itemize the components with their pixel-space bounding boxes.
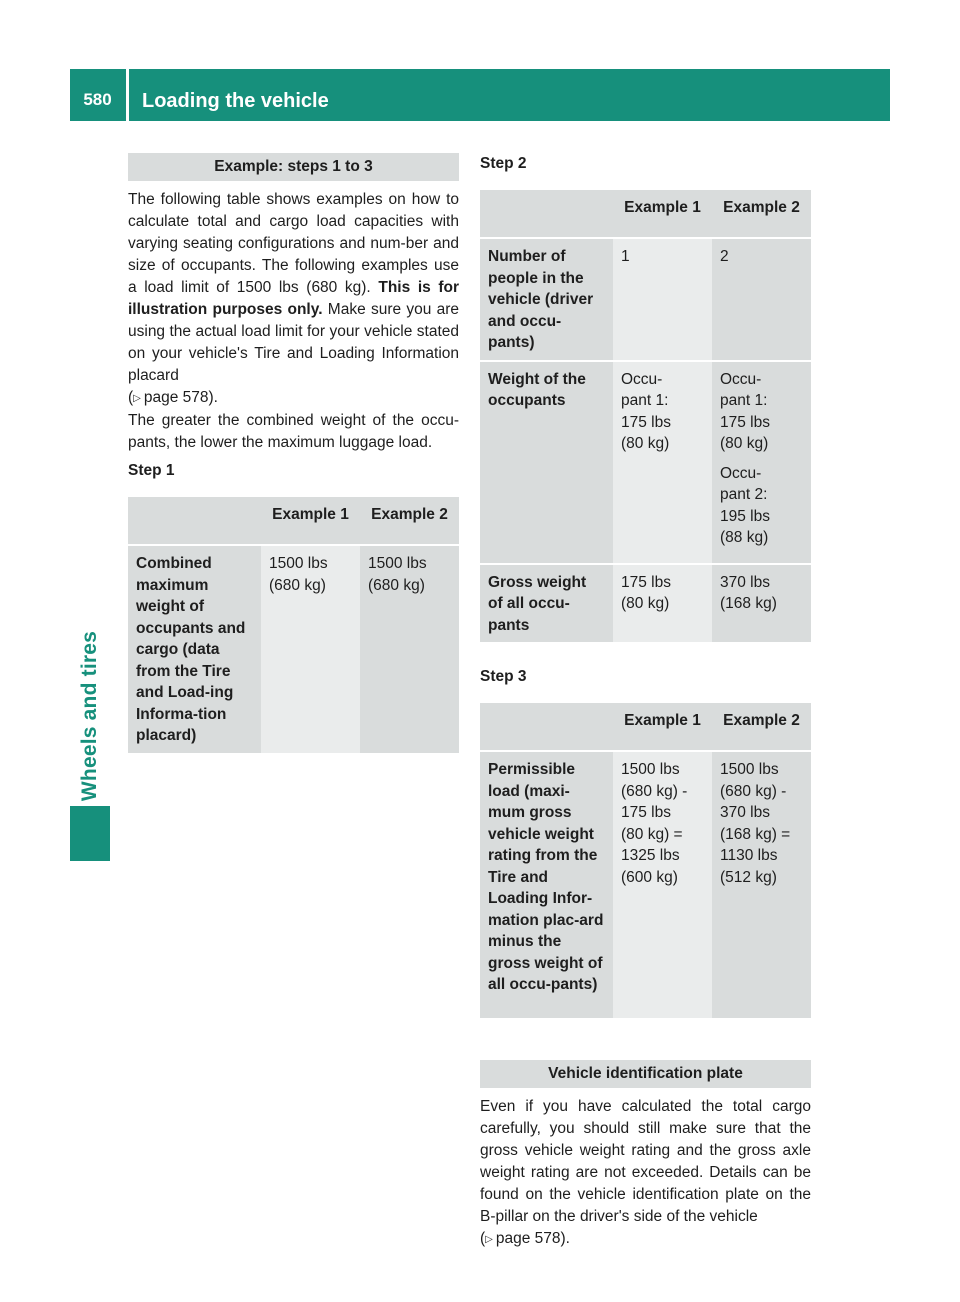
chapter-tab-label: Wheels and tires [78, 630, 101, 801]
page-title: Loading the vehicle [142, 90, 329, 112]
step-2-table [480, 190, 811, 644]
row-label: Weight of the occupants [480, 361, 613, 564]
section-heading-example-steps: Example: steps 1 to 3 [128, 153, 459, 181]
row-label: Gross weight of all occu-pants [480, 564, 613, 644]
example-2-value: 370 lbs (168 kg) [712, 564, 811, 644]
vehicle-id-paragraph: Even if you have calculated the total cargo carefully, you should still make sure that the gross vehicle weight rating and the gross axle weight rating are not exceeded. Details can be found on the vehicle identification plate on the B-pillar on the driver's side of the vehicle (▷ page 578). [480, 1098, 811, 1247]
table-corner-cell [480, 190, 613, 238]
step-2-label: Step 2 [480, 155, 527, 172]
left-column [128, 153, 459, 755]
row-label: Permissible load (maxi-mum gross vehicle weight rating from the Tire and Loading Infor-mation plac-ard minus the gross weight of all occu-pants) [480, 751, 613, 1019]
header-divider [126, 69, 129, 121]
step-1-label: Step 1 [128, 462, 175, 479]
section-heading-vehicle-id-plate: Vehicle identification plate [480, 1060, 811, 1088]
chapter-tab-marker [70, 806, 110, 861]
example-1-value: 1 [613, 238, 712, 361]
table-row [480, 564, 811, 644]
example-1-value: 1500 lbs (680 kg) [261, 545, 360, 754]
page-ref-arrow-icon: ▷ [133, 393, 141, 404]
example-1-value: 175 lbs (80 kg) [613, 564, 712, 644]
page-header [70, 69, 890, 121]
table-row [128, 545, 459, 754]
example-2-value: 1500 lbs (680 kg) - 370 lbs (168 kg) = 1130 lbs (512 kg) [712, 751, 811, 1019]
vehicle-id-plate-section [480, 1060, 811, 1251]
page-reference-link[interactable]: page 578). [143, 389, 218, 406]
table-corner-cell [128, 497, 261, 545]
row-label: Number of people in the vehicle (driver and occu-pants) [480, 238, 613, 361]
example-1-value: 1500 lbs (680 kg) - 175 lbs (80 kg) = 1325 lbs (600 kg) [613, 751, 712, 1019]
row-label: Combined maximum weight of occupants and cargo (data from the Tire and Load-ing Informa-tion placard) [128, 545, 261, 754]
column-header-example-1: Example 1 [613, 190, 712, 238]
table-row [480, 361, 811, 564]
table-corner-cell [480, 703, 613, 751]
step-3-table [480, 703, 811, 1020]
page-reference-link[interactable]: page 578). [495, 1230, 570, 1247]
page-ref-arrow-icon: ▷ [485, 1234, 493, 1245]
column-header-example-2: Example 2 [712, 703, 811, 751]
example-2-value: Occu- pant 1: 175 lbs (80 kg) Occu- pant 2: 195 lbs (88 kg) [712, 361, 811, 564]
example-2-value: 2 [712, 238, 811, 361]
column-header-example-1: Example 1 [261, 497, 360, 545]
illustration-note: This is for illustration purposes only. [128, 279, 460, 318]
column-header-example-1: Example 1 [613, 703, 712, 751]
page-number: 580 [83, 90, 112, 109]
weight-paragraph: The greater the combined weight of the occu-pants, the lower the maximum luggage load. [128, 412, 459, 451]
table-row [480, 751, 811, 1019]
intro-paragraph: The following table shows examples on how to calculate total and cargo load capacities with varying seating configurations and num-ber and size of occupants. The following examples use a load limit of 1500 lbs (680 kg). This is for illustration purposes only. Make sure you are using the actual load limit for your vehicle stated on your vehicle's Tire and Loading Information placard (▷ page 578). [128, 191, 460, 406]
table-row [480, 238, 811, 361]
right-column [480, 153, 811, 1251]
column-header-example-2: Example 2 [360, 497, 459, 545]
chapter-side-tab [70, 121, 110, 861]
step-3-label: Step 3 [480, 668, 527, 685]
example-1-value: Occu- pant 1: 175 lbs (80 kg) [613, 361, 712, 564]
column-header-example-2: Example 2 [712, 190, 811, 238]
example-2-value: 1500 lbs (680 kg) [360, 545, 459, 754]
step-1-table [128, 497, 459, 755]
